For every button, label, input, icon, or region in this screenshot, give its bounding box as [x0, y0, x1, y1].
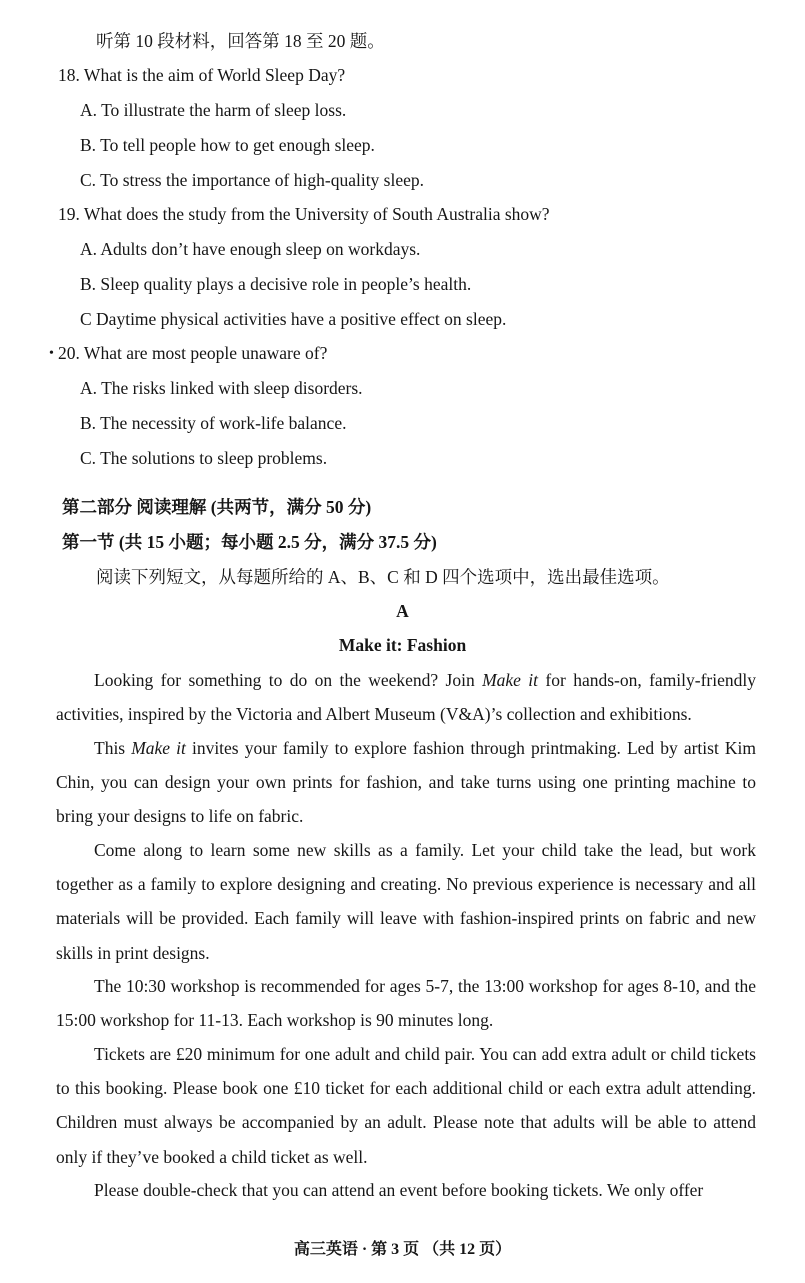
passage-paragraph-6 — [56, 1173, 756, 1207]
p4-text: The 10:30 workshop is recommended for ages 5-7, the 13:00 workshop for ages 8-10, and the 15:00 workshop for 11-13. Each workshop is 90 minutes long. — [56, 976, 756, 1031]
question-20-option-c: C. The solutions to sleep problems. — [80, 448, 328, 468]
p1-text-a: Looking for something to do on the weekend? Join — [94, 670, 483, 690]
part-two-title: 第二部分 阅读理解 (共两节，满分 50 分) — [62, 497, 372, 517]
passage-title: Make it: Fashion — [338, 635, 467, 655]
passage-paragraph-1 — [56, 663, 756, 731]
listening-instruction: 听第 10 段材料，回答第 18 至 20 题。 — [96, 31, 385, 51]
passage-label: A — [396, 601, 409, 621]
question-18-option-a: A. To illustrate the harm of sleep loss. — [80, 100, 347, 120]
reading-instruction: 阅读下列短文，从每题所给的 A、B、C 和 D 四个选项中，选出最佳选项。 — [96, 567, 670, 587]
question-18-stem: 18. What is the aim of World Sleep Day? — [58, 65, 346, 85]
question-20-option-a: A. The risks linked with sleep disorders. — [80, 378, 363, 398]
passage-paragraph-4 — [56, 969, 756, 1037]
stray-dot-mark: • — [49, 346, 54, 361]
p2-text-c: invites your family to explore fashion through printmaking. Led by artist Kim Chin, you can design your own prints for fashion, and take turns using one printing machine to bring your designs to life on fabric. — [56, 738, 756, 827]
question-19-stem: 19. What does the study from the University of South Australia show? — [58, 204, 550, 224]
passage-paragraph-2 — [56, 731, 756, 834]
question-19-option-b: B. Sleep quality plays a decisive role in people’s health. — [80, 274, 472, 294]
p1-make-it: Make it — [482, 670, 539, 690]
question-20-stem: 20. What are most people unaware of? — [58, 343, 328, 363]
p3-text: Come along to learn some new skills as a family. Let your child take the lead, but work together as a family to explore designing and creating. No previous experience is necessary and all materials will be provided. Each family will leave with fashion-inspired prints on fabric and new skills in print designs. — [56, 840, 756, 963]
passage-paragraph-5 — [56, 1037, 756, 1174]
p6-text: Please double-check that you can attend an event before booking tickets. We only offer — [94, 1180, 704, 1200]
p2-make-it: Make it — [131, 738, 186, 758]
passage-paragraph-3 — [56, 833, 756, 970]
section-one-title: 第一节 (共 15 小题；每小题 2.5 分，满分 37.5 分) — [62, 532, 437, 552]
question-19-option-a: A. Adults don’t have enough sleep on workdays. — [80, 239, 421, 259]
question-19-option-c: C Daytime physical activities have a positive effect on sleep. — [80, 309, 507, 329]
question-20-option-b: B. The necessity of work-life balance. — [80, 413, 347, 433]
page-footer: 高三英语 · 第 3 页 （共 12 页） — [293, 1241, 512, 1258]
p1-text-c: for hands-on, family-friendly activities, inspired by the Victoria and Albert Museum (V&A)’s collection and exhibitions. — [56, 670, 756, 725]
p2-text-a: This — [94, 738, 132, 758]
question-18-option-b: B. To tell people how to get enough sleep. — [80, 135, 375, 155]
question-18-option-c: C. To stress the importance of high-quality sleep. — [80, 170, 425, 190]
p5-text: Tickets are £20 minimum for one adult and child pair. You can add extra adult or child tickets to this booking. Please book one £10 ticket for each additional child or each extra adult attending. Children must always be accompanied by an adult. Please note that adults will be able to attend only if they’ve booked a child ticket as well. — [56, 1044, 756, 1167]
